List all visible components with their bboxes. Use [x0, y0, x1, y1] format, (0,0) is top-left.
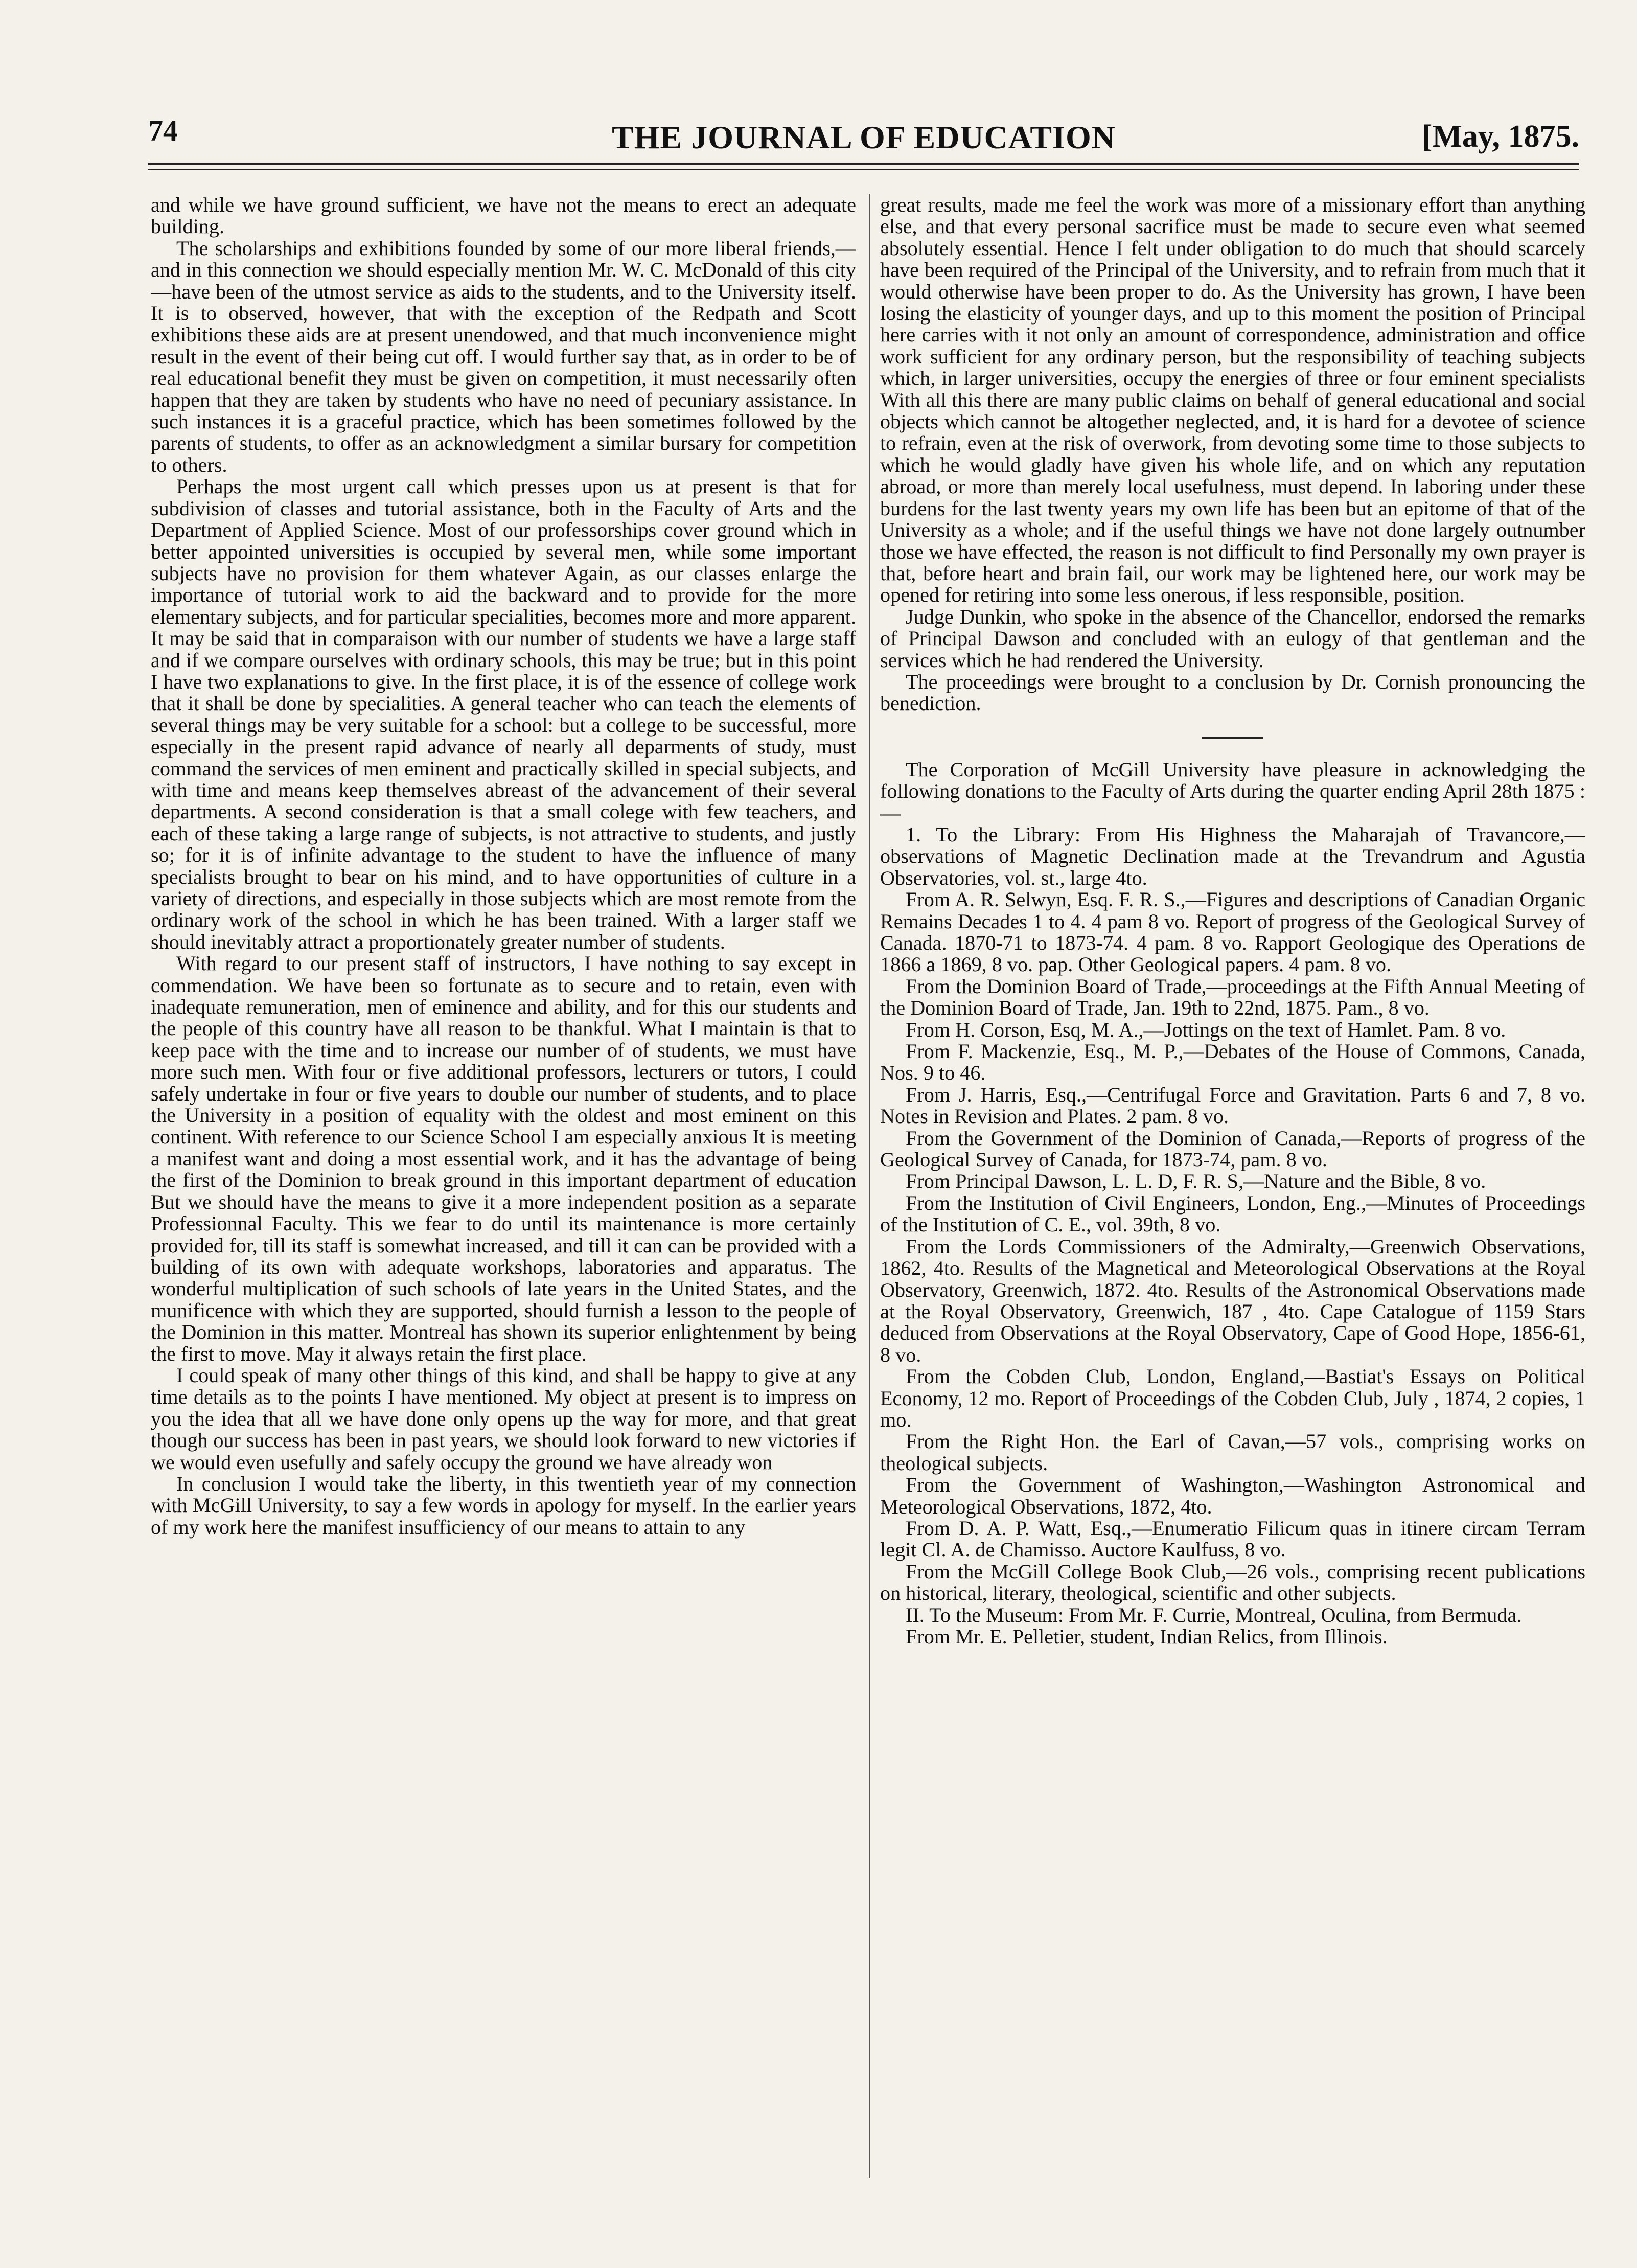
column-divider	[869, 194, 870, 2178]
paragraph: Judge Dunkin, who spoke in the absence of the Chancellor, endorsed the remarks of Principal Dawson and concluded with an eulogy of that gentleman and the services which he had rendered the University.	[880, 605, 1585, 672]
donation-entry: From the Government of Washington,—Washington Astronomical and Meteorological Observations, 1872, 4to.	[880, 1473, 1585, 1518]
left-column	[151, 194, 856, 2188]
donation-entry: From the Institution of Civil Engineers, London, Eng.,—Minutes of Proceedings of the Institution of C. E., vol. 39th, 8 vo.	[880, 1191, 1585, 1236]
section-rule	[1202, 737, 1263, 739]
paragraph: The scholarships and exhibitions founded by some of our more liberal friends,—and in this connection we should especially mention Mr. W. C. McDonald of this city—have been of the utmost service as aids to the students, and to the University itself. It is to observed, however, that with the exception of the Redpath and Scott exhibitions these aids are at present unendowed, and that much inconvenience might result in the event of their being cut off. I would further say that, as in order to be of real educational benefit they must be given on competition, it must necessarily often happen that they are taken by students who have no need of pecuniary assistance. In such instances it is a graceful practice, which has been sometimes followed by the parents of students, to offer as an acknowledgment a similar bursary for competition to others.	[151, 236, 856, 476]
donation-entry: From the Right Hon. the Earl of Cavan,—57 vols., comprising works on theological subjects.	[880, 1430, 1585, 1475]
paragraph: great results, made me feel the work was more of a missionary effort than anything else, and that every personal sacrifice must be made to secure even what seemed absolutely essential. Hence I felt under obligation to do much that should scarcely have been required of the Principal of the University, and to refrain from much that it would otherwise have been proper to do. As the University has grown, I have been losing the elasticity of younger days, and up to this moment the position of Principal here carries with it not only an amount of correspondence, administration and office work sufficient for any ordinary person, but the responsibility of teaching subjects which, in larger universities, occupy the energies of three or four eminent specialists With all this there are many public claims on behalf of general educational and social objects which cannot be altogether neglected, and, it is hard for a devotee of science to refrain, even at the risk of overwork, from devoting some time to those subjects to which he would gladly have given his whole life, and on which any reputation abroad, or more than merely local usefulness, must depend. In laboring under these burdens for the last twenty years my own life has been but an epitome of that of the University as a whole; and if the useful things we have not done largely outnumber those we have effected, the reason is not difficult to find Personally my own prayer is that, before heart and brain fail, our work may be lightened here, our work may be opened for retiring into some less onerous, if less responsible, position.	[880, 194, 1585, 607]
running-header	[148, 113, 1579, 159]
donation-entry: From the Government of the Dominion of Canada,—Reports of progress of the Geological Survey of Canada, for 1873-74, pam. 8 vo.	[880, 1126, 1585, 1172]
donation-entry: II. To the Museum: From Mr. F. Currie, Montreal, Oculina, from Bermuda.	[906, 1603, 1522, 1626]
journal-title: THE JOURNAL OF EDUCATION	[612, 119, 1116, 155]
paragraph: I could speak of many other things of this kind, and shall be happy to give at any time details as to the points I have mentioned. My object at present is to impress on you the idea that all we have done only opens up the way for more, and that great though our success has been in past years, we should look forward to new victories if we would even usefully and safely occupy the ground we have already won	[151, 1363, 856, 1474]
donation-intro: The Corporation of McGill University have pleasure in acknowledging the following donations to the Faculty of Arts during the quarter ending April 28th 1875 :—	[880, 758, 1585, 824]
header-rule	[148, 163, 1579, 165]
paragraph: Perhaps the most urgent call which presses upon us at present is that for subdivision of classes and tutorial assistance, both in the Faculty of Arts and the Department of Applied Science. Most of our professorships cover ground which in better appointed universities is occupied by several men, while some important subjects have no provision for them whatever Again, as our classes enlarge the importance of tutorial work to aid the backward and to provide for the more elementary subjects, and for particular specialities, becomes more and more apparent. It may be said that in comparaison with our number of students we have a large staff and if we compare ourselves with ordinary schools, this may be true; but in this point I have two explanations to give. In the first place, it is of the essence of college work that it shall be done by specialities. A general teacher who can teach the elements of several things may be very suitable for a school: but a college to be successful, more especially in the present rapid advance of nearly all deparments of study, must command the services of men eminent and practically skilled in special subjects, and with time and means keep themselves abreast of the advancement of their several departments. A second consideration is that a small colege with few teachers, and each of these taking a large range of subjects, is not attractive to students, and justly so; for it is of infinite advantage to the student to have the influence of many specialists brought to bear on his mind, and to have opportunities of culture in a variety of directions, and especially in those subjects which are most remote from the ordinary work of the school in which he has been trained. With a larger staff we should inevitably attract a proportionately greater number of students.	[151, 475, 856, 953]
donation-entry: From A. R. Selwyn, Esq. F. R. S.,—Figures and descriptions of Canadian Organic Remains Decades 1 to 4. 4 pam 8 vo. Report of progress of the Geological Survey of Canada. 1870-71 to 1873-74. 4 pam. 8 vo. Rapport Geologique des Operations de 1866 a 1869, 8 vo. pap. Other Geological papers. 4 pam. 8 vo.	[880, 888, 1585, 976]
donation-entry: From H. Corson, Esq, M. A.,—Jottings on the text of Hamlet. Pam. 8 vo.	[906, 1018, 1506, 1041]
donation-entry: From the Dominion Board of Trade,—proceedings at the Fifth Annual Meeting of the Dominion Board of Trade, Jan. 19th to 22nd, 1875. Pam., 8 vo.	[880, 974, 1585, 1020]
paragraph: and while we have ground sufficient, we have not the means to erect an adequate building.	[151, 194, 856, 238]
donation-entry: From Principal Dawson, L. L. D, F. R. S,—Nature and the Bible, 8 vo.	[906, 1170, 1486, 1193]
donation-entry: 1. To the Library: From His Highness the Maharajah of Travancore,—observations of Magnetic Declination made at the Trevandrum and Agustia Observatories, vol. st., large 4to.	[880, 822, 1585, 889]
page-number: 74	[148, 114, 178, 147]
donation-entry: From the Lords Commissioners of the Admiralty,—Greenwich Observations, 1862, 4to. Results of the Magnetical and Meteorological Observations at the Royal Observatory, Greenwich, 1872. 4to. Results of the Astronomical Observations made at the Royal Observatory, Greenwich, 187 , 4to. Cape Catalogue of 1159 Stars deduced from Observations at the Royal Observatory, Cape of Good Hope, 1856-61, 8 vo.	[880, 1234, 1585, 1366]
header-rule-thin	[148, 169, 1579, 170]
donation-entry: From Mr. E. Pelletier, student, Indian Relics, from Illinois.	[906, 1625, 1388, 1648]
issue-date: [May, 1875.	[1421, 119, 1579, 154]
donation-entry: From J. Harris, Esq.,—Centrifugal Force and Gravitation. Parts 6 and 7, 8 vo. Notes in Revision and Plates. 2 pam. 8 vo.	[880, 1083, 1585, 1128]
donation-entry: From F. Mackenzie, Esq., M. P.,—Debates of the House of Commons, Canada, Nos. 9 to 46.	[880, 1040, 1585, 1085]
donation-entry: From the McGill College Book Club,—26 vols., comprising recent publications on historical, literary, theological, scientific and other subjects.	[880, 1560, 1585, 1605]
paragraph: In conclusion I would take the liberty, in this twentieth year of my connection with McGill University, to say a few words in apology for myself. In the earlier years of my work here the manifest insufficiency of our means to attain to any	[151, 1472, 856, 1539]
paragraph: The proceedings were brought to a conclusion by Dr. Cornish pronouncing the benediction.	[880, 670, 1585, 715]
donation-entry: From D. A. P. Watt, Esq.,—Enumeratio Filicum quas in itinere circam Terram legit Cl. A. de Chamisso. Auctore Kaulfuss, 8 vo.	[880, 1516, 1585, 1562]
right-column	[880, 194, 1585, 2188]
donation-entry: From the Cobden Club, London, England,—Bastiat's Essays on Political Economy, 12 mo. Report of Proceedings of the Cobden Club, July , 1874, 2 copies, 1 mo.	[880, 1365, 1585, 1431]
paragraph: With regard to our present staff of instructors, I have nothing to say except in commendation. We have been so fortunate as to secure and to retain, even with inadequate remuneration, men of eminence and ability, and for this our students and the people of this country have all reason to be thankful. What I maintain is that to keep pace with the time and to increase our number of of students, we must have more such men. With four or five additional professors, lecturers or tutors, I could safely undertake in four or five years to double our number of students, and to place the University in a position of equality with the oldest and most eminent on this continent. With reference to our Science School I am especially anxious It is meeting a manifest want and doing a most essential work, and it has the advantage of being the first of the Dominion to break ground in this important department of education But we should have the means to give it a more independent position as a separate Professionnal Faculty. This we fear to do until its maintenance is more certainly provided for, till its staff is somewhat increased, and till it can can be provided with a building of its own with adequate workshops, laboratories and apparatus. The wonderful multiplication of such schools of late years in the United States, and the munificence with which they are supported, should furnish a lesson to the people of the Dominion in this matter. Montreal has shown its superior enlightenment by being the first to move. May it always retain the first place.	[151, 952, 856, 1365]
